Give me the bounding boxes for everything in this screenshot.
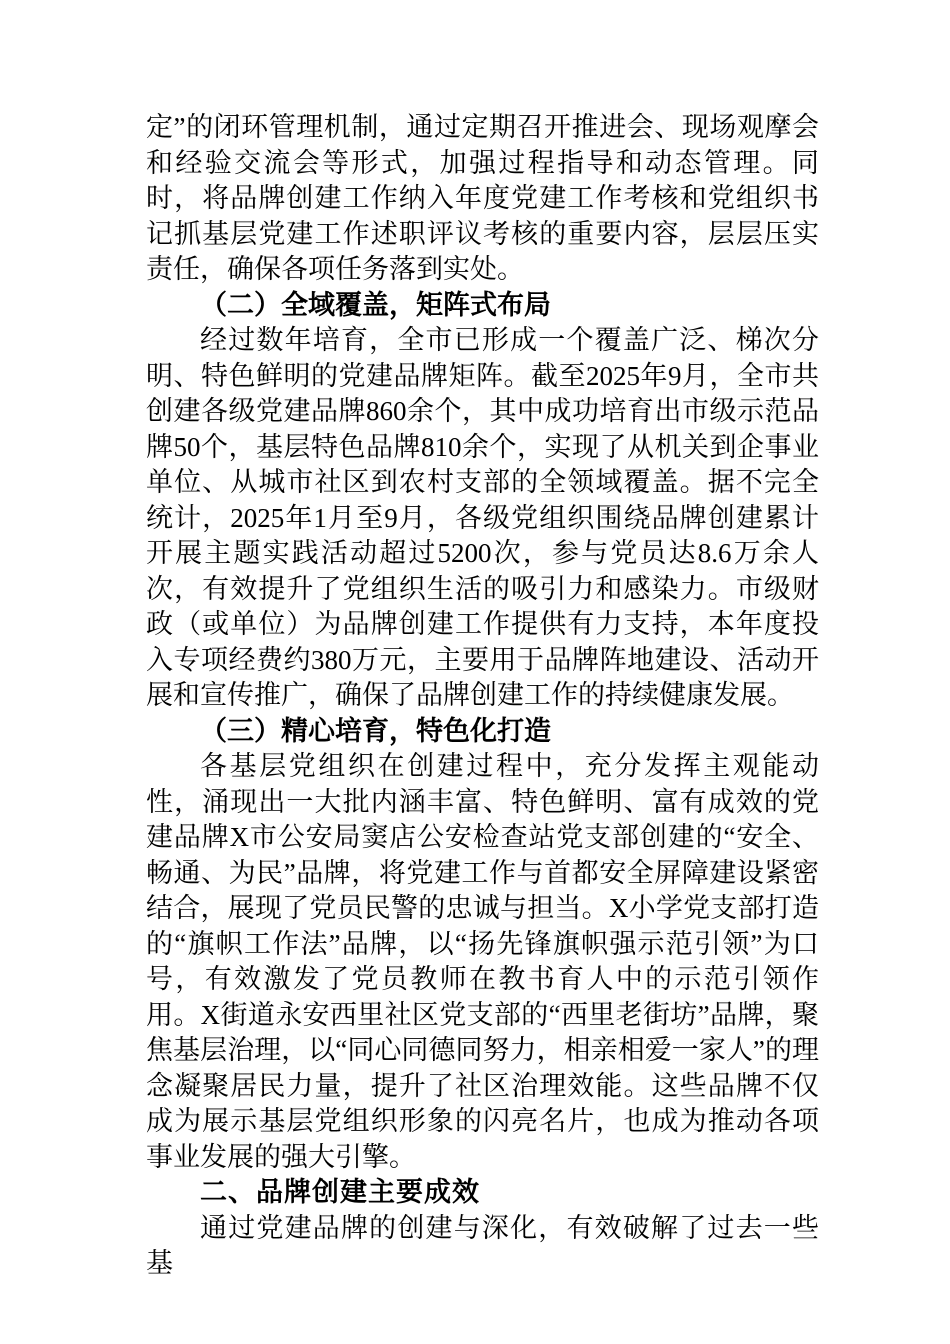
chapter-heading-2: 二、品牌创建主要成效	[200, 1177, 480, 1207]
section-heading-3: （三）精心培育，特色化打造	[200, 715, 551, 746]
paragraph-coverage: 经过数年培育，全市已形成一个覆盖广泛、梯次分明、特色鲜明的党建品牌矩阵。截至2025年9月，全市共创建各级党建品牌860余个，其中成功培育出市级示范品牌50个，基层特色品牌810余个，实现了从机关到企事业单位、从城市社区到农村支部的全领域覆盖。据不完全统计，2025年1月至9月，各级党组织围绕品牌创建累计开展主题实践活动超过5200次，参与党员达8.6万余人次，有效提升了党组织生活的吸引力和感染力。市级财政（或单位）为品牌创建工作提供有力支持，本年度投入专项经费约380万元，主要用于品牌阵地建设、活动开展和宣传推广，确保了品牌创建工作的持续健康发展。	[146, 325, 819, 710]
section-heading-2: （二）全域覆盖，矩阵式布局	[200, 289, 551, 320]
paragraph-results-intro: 通过党建品牌的创建与深化，有效破解了过去一些基	[146, 1212, 819, 1278]
paragraph-cultivation: 各基层党组织在创建过程中，充分发挥主观能动性，涌现出一大批内涵丰富、特色鲜明、富有成效的党建品牌X市公安局窦店公安检查站党支部创建的“安全、畅通、为民”品牌，将党建工作与首都安全屏障建设紧密结合，展现了党员民警的忠诚与担当。X小学党支部打造的“旗帜工作法”品牌，以“扬先锋旗帜强示范引领”为口号，有效激发了党员教师在教书育人中的示范引领作用。X街道永安西里社区党支部的“西里老街坊”品牌，聚焦基层治理，以“同心同德同努力，相亲相爱一家人”的理念凝聚居民力量，提升了社区治理效能。这些品牌不仅成为展示基层党组织形象的闪亮名片，也成为推动各项事业发展的强大引擎。	[146, 751, 819, 1172]
paragraph-continuation: 定”的闭环管理机制，通过定期召开推进会、现场观摩会和经验交流会等形式，加强过程指导和动态管理。同时，将品牌创建工作纳入年度党建工作考核和党组织书记抓基层党建工作述职评议考核的重要内容，层层压实责任，确保各项任务落到实处。	[146, 112, 819, 284]
